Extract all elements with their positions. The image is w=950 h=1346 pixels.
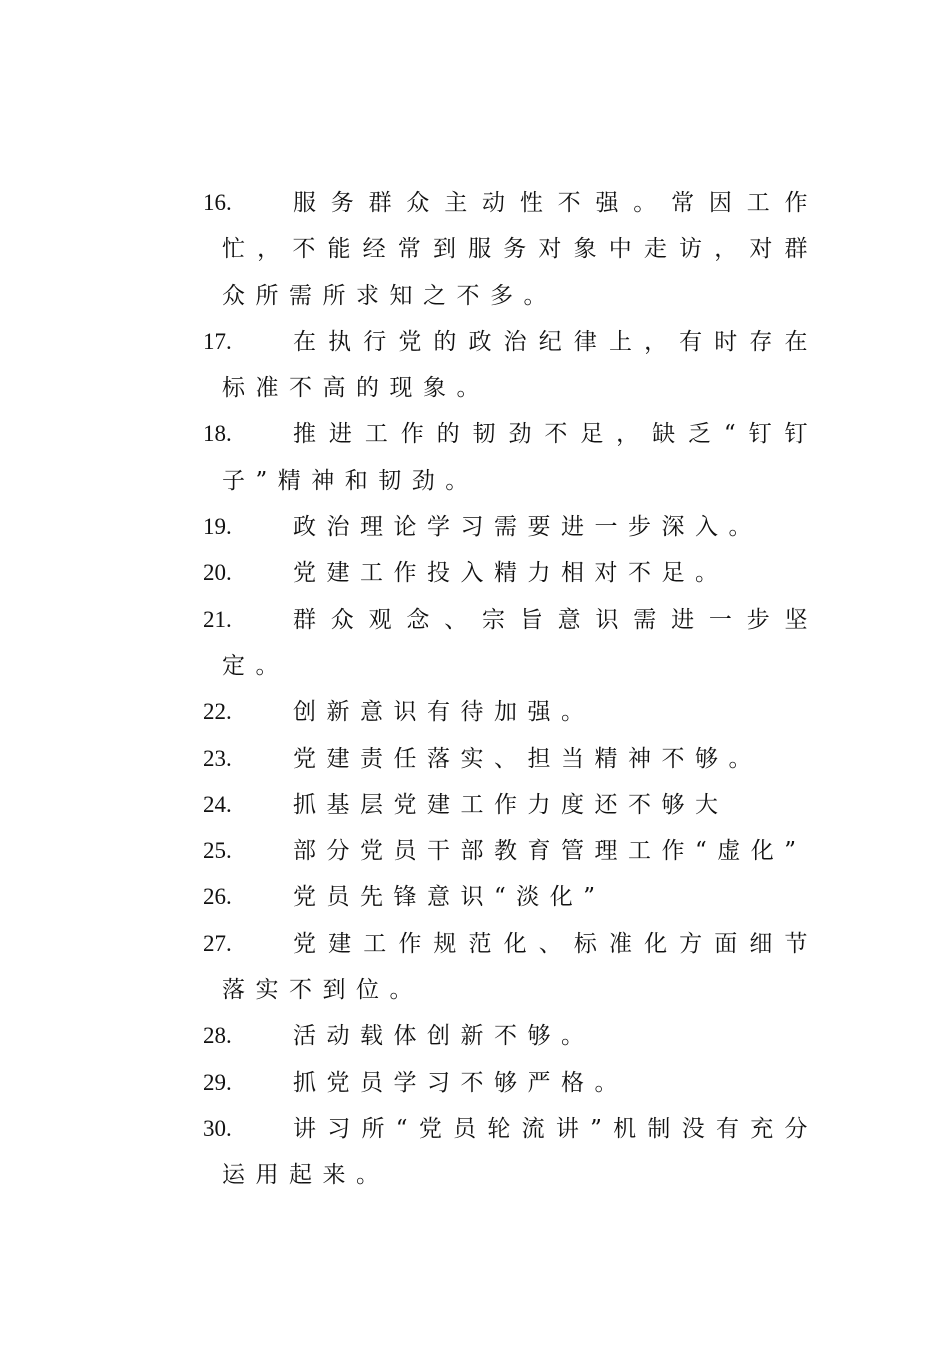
list-item xyxy=(203,689,818,735)
item-text: 抓党员学习不够严格。 xyxy=(293,1069,628,1096)
item-number: 29. xyxy=(203,1069,232,1095)
list-item xyxy=(203,1060,818,1106)
item-text: 政治理论学习需要进一步深入。 xyxy=(293,514,762,541)
list-item xyxy=(203,1106,818,1199)
list-item xyxy=(203,921,818,1014)
list-item xyxy=(203,874,818,920)
list-item xyxy=(203,1013,818,1059)
item-text: 推进工作的韧劲不足，缺乏“钉钉子”精神和韧劲。 xyxy=(222,421,818,494)
item-number: 28. xyxy=(203,1023,232,1049)
list-item xyxy=(203,782,818,828)
item-text: 在执行党的政治纪律上，有时存在标准不高的现象。 xyxy=(222,328,818,402)
list-item xyxy=(203,180,818,319)
item-number: 30. xyxy=(203,1115,232,1141)
item-number: 16. xyxy=(203,190,232,215)
item-number: 27. xyxy=(203,930,232,956)
item-number: 21. xyxy=(203,606,232,632)
item-text: 党建工作规范化、标准化方面细节落实不到位。 xyxy=(222,930,818,1004)
item-number: 20. xyxy=(203,560,232,586)
list-item xyxy=(203,504,818,550)
item-text: 服务群众主动性不强。常因工作忙，不能经常到服务对象中走访，对群众所需所求知之不多。 xyxy=(222,190,818,309)
item-text: 党建责任落实、担当精神不够。 xyxy=(293,745,762,772)
numbered-list xyxy=(203,180,818,1199)
list-item xyxy=(203,828,818,874)
item-text: 党建工作投入精力相对不足。 xyxy=(293,560,729,587)
item-text: 党员先锋意识“淡化” xyxy=(293,884,606,911)
list-item xyxy=(203,411,818,504)
list-item xyxy=(203,319,818,412)
item-number: 25. xyxy=(203,838,232,864)
item-number: 22. xyxy=(203,699,232,725)
item-text: 创新意识有待加强。 xyxy=(293,699,595,726)
item-number: 17. xyxy=(203,328,232,354)
item-number: 26. xyxy=(203,884,232,910)
item-text: 部分党员干部教育管理工作“虚化” xyxy=(293,838,807,865)
item-number: 18. xyxy=(203,421,232,447)
list-item xyxy=(203,736,818,782)
item-text: 活动载体创新不够。 xyxy=(293,1023,595,1050)
item-text: 抓基层党建工作力度还不够大 xyxy=(293,791,729,818)
item-number: 23. xyxy=(203,745,232,771)
list-item xyxy=(203,550,818,596)
item-text: 群众观念、宗旨意识需进一步坚定。 xyxy=(222,606,818,679)
item-number: 19. xyxy=(203,514,232,540)
item-text: 讲习所“党员轮流讲”机制没有充分运用起来。 xyxy=(222,1115,818,1189)
list-item xyxy=(203,597,818,690)
item-number: 24. xyxy=(203,791,232,817)
